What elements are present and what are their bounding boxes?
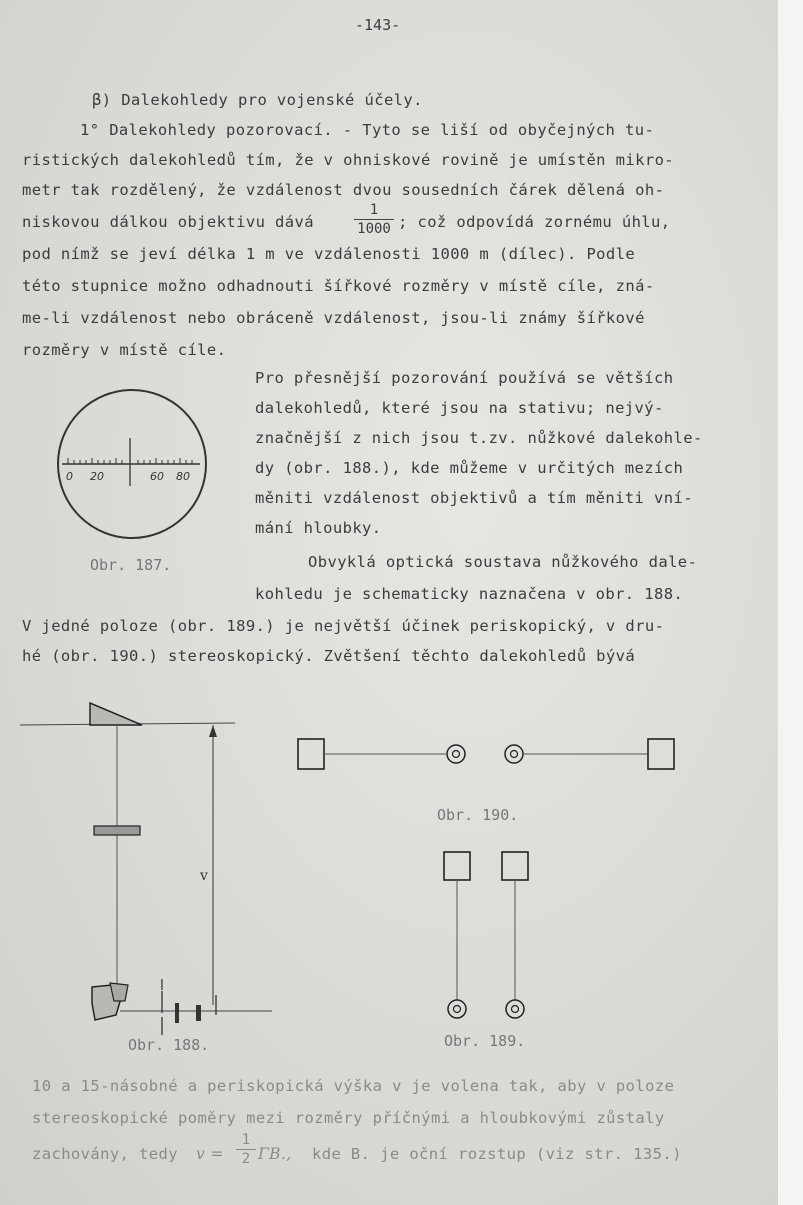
text-line: rozměry v místě cíle. [22,341,227,359]
text-line: kde B. je oční rozstup (viz str. 135.) [312,1145,682,1163]
text-line: niskovou dálkou objektivu dává [22,213,314,231]
text-line: 1° Dalekohledy pozorovací. - Tyto se liší od obyčejných tu- [80,121,655,139]
figure-189-scheme [436,846,546,1026]
formula-rhs: ΓB., [258,1145,292,1163]
text-line: me-li vzdálenost nebo obráceně vzdálenost, jsou-li známy šířkové [22,309,645,327]
text-line: metr tak rozdělený, že vzdálenost dvou sousedních čárek dělená oh- [22,181,665,199]
fraction-numerator: 1 [369,202,379,218]
objective-lens [94,826,140,835]
text-line: kohledu je schematicky naznačena v obr. 188. [255,585,684,603]
section-heading: β) Dalekohledy pro vojenské účely. [92,91,423,109]
text-line: ristických dalekohledů tím, že v ohniskové rovině je umístěn mikro- [22,151,675,169]
formula-denominator: 2 [241,1151,251,1167]
text-line: dalekohledů, které jsou na stativu; nejvý- [255,399,664,417]
text-line: pod nímž se jeví délka 1 m ve vzdálenosti 1000 m (dílec). Podle [22,245,636,263]
scale-label: 80 [176,470,190,483]
figure-188-caption: Obr. 188. [128,1036,210,1054]
label-l: l [160,978,164,994]
formula-fraction [236,1132,256,1167]
prism-top [90,703,142,725]
scale-label: 60 [150,470,164,483]
page-number: -143- [355,16,401,34]
figure-187-caption: Obr. 187. [90,556,172,574]
text-line: dy (obr. 188.), kde můžeme v určitých mezích [255,459,684,477]
label-v: v [200,868,208,884]
text-line: mání hloubky. [255,519,382,537]
formula-lhs: v = [196,1145,224,1163]
fraction-denominator: 1000 [357,221,391,237]
text-line: Pro přesnější pozorování používá se větších [255,369,674,387]
figure-189-caption: Obr. 189. [444,1032,526,1050]
text-line: 10 a 15-násobné a periskopická výška v je volena tak, aby v poloze [32,1077,675,1095]
fraction-1-1000 [354,202,394,237]
figure-190-scheme [294,735,684,775]
text-line: zachovány, tedy [32,1145,178,1163]
text-line: měniti vzdálenost objektivů a tím měniti vní- [255,489,693,507]
figure-187-reticle [52,386,212,546]
formula-numerator: 1 [241,1132,251,1148]
scale-label: 0 [66,470,73,483]
text-line: ; což odpovídá zornému úhlu, [398,213,671,231]
figure-190-caption: Obr. 190. [437,806,519,824]
page-edge [778,0,803,1205]
text-line: Obvyklá optická soustava nůžkového dale- [308,553,698,571]
text-line: značnější z nich jsou t.zv. nůžkové dalekohle- [255,429,703,447]
text-line: hé (obr. 190.) stereoskopický. Zvětšení těchto dalekohledů bývá [22,647,636,665]
text-line: V jedné poloze (obr. 189.) je největší účinek periskopický, v dru- [22,617,665,635]
figure-188-scheme [20,695,290,1035]
scale-label: 20 [90,470,104,483]
text-line: stereoskopické poměry mezi rozměry příčnými a hloubkovými zůstaly [32,1109,665,1127]
text-line: této stupnice možno odhadnouti šířkové rozměry v místě cíle, zná- [22,277,655,295]
